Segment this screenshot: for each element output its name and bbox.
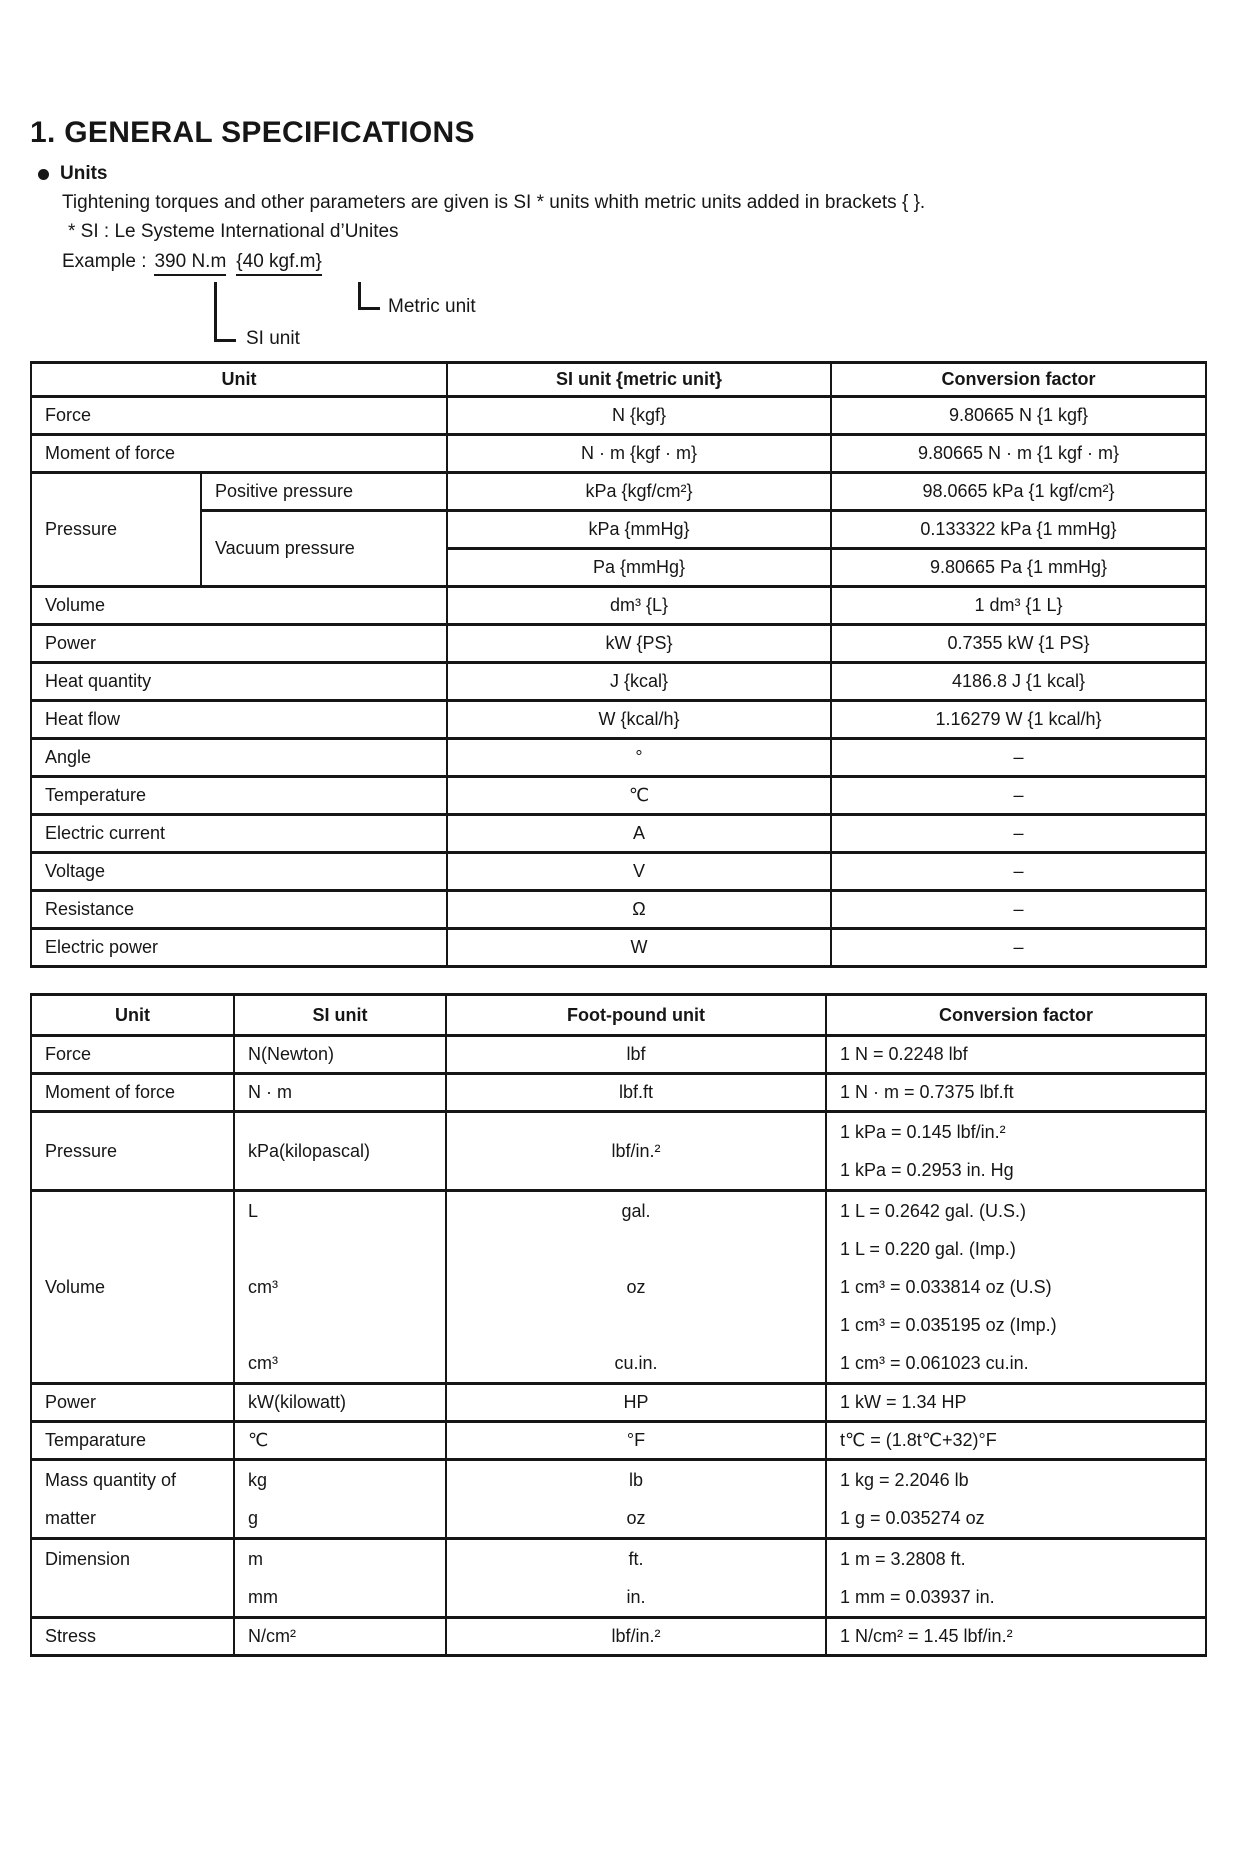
footpound-cell: lbf/in.² xyxy=(446,1112,826,1191)
table-header-row xyxy=(31,363,1206,397)
conversion-cell: 0.133322 kPa {1 mmHg} xyxy=(831,511,1206,549)
unit-cell: Moment of force xyxy=(31,1074,234,1112)
table-row-dimension xyxy=(31,1539,1206,1618)
si-cell: ° xyxy=(447,739,831,777)
si-cell: Ω xyxy=(447,891,831,929)
unit-cell: Stress xyxy=(31,1618,234,1656)
si-cell: dm³ {L} xyxy=(447,587,831,625)
unit-cell: Moment of force xyxy=(31,435,447,473)
footpound-cell xyxy=(446,1460,826,1539)
si-cell: kW {PS} xyxy=(447,625,831,663)
conversion-cell: t℃ = (1.8t℃+32)°F xyxy=(826,1422,1206,1460)
si-cell: ℃ xyxy=(234,1422,446,1460)
conversion-cell: 1.16279 W {1 kcal/h} xyxy=(831,701,1206,739)
header-unit: Unit xyxy=(31,995,234,1036)
conversion-line: 1 L = 0.2642 gal. (U.S.) xyxy=(840,1200,1026,1221)
table-row xyxy=(31,739,1206,777)
footpound-line: in. xyxy=(626,1586,646,1607)
header-si: SI unit xyxy=(234,995,446,1036)
conversion-cell: 9.80665 N {1 kgf} xyxy=(831,397,1206,435)
si-footnote: * SI : Le Systeme International d’Unites xyxy=(68,221,399,242)
footpound-line: oz xyxy=(626,1276,646,1297)
conversion-line: 1 kg = 2.2046 lb xyxy=(840,1469,969,1490)
si-line: kg xyxy=(248,1469,268,1490)
si-cell: V xyxy=(447,853,831,891)
unit-line: Dimension xyxy=(45,1548,131,1569)
si-line: cm³ xyxy=(248,1352,278,1373)
conversion-cell: 1 N = 0.2248 lbf xyxy=(826,1036,1206,1074)
unit-cell xyxy=(31,1539,234,1618)
unit-line: Mass quantity of xyxy=(45,1469,177,1490)
si-cell: N(Newton) xyxy=(234,1036,446,1074)
page-title: 1. GENERAL SPECIFICATIONS xyxy=(30,116,475,149)
table-row xyxy=(31,777,1206,815)
si-cell: Pa {mmHg} xyxy=(447,549,831,587)
si-cell: N · m {kgf · m} xyxy=(447,435,831,473)
conversion-cell: – xyxy=(831,815,1206,853)
example-metric-value: {40 kgf.m} xyxy=(236,251,322,276)
table-row-pressure-positive xyxy=(31,473,1206,511)
unit-line: matter xyxy=(45,1507,97,1528)
si-cell: W xyxy=(447,929,831,967)
unit-cell: Power xyxy=(31,625,447,663)
footpound-cell: lbf/in.² xyxy=(446,1618,826,1656)
unit-cell: Force xyxy=(31,397,447,435)
unit-cell: Electric current xyxy=(31,815,447,853)
conversion-cell: – xyxy=(831,891,1206,929)
table-row xyxy=(31,929,1206,967)
subunit-cell-vacuum: Vacuum pressure xyxy=(201,511,447,587)
conversion-line: 1 cm³ = 0.061023 cu.in. xyxy=(840,1352,1029,1373)
header-footpound: Foot-pound unit xyxy=(446,995,826,1036)
footpound-line: gal. xyxy=(621,1200,651,1221)
si-cell: kPa {mmHg} xyxy=(447,511,831,549)
example-label: Example : xyxy=(62,251,147,272)
unit-cell: Heat flow xyxy=(31,701,447,739)
conversion-line: 1 cm³ = 0.035195 oz (Imp.) xyxy=(840,1314,1057,1335)
si-unit-label: SI unit xyxy=(246,328,300,349)
conversion-cell xyxy=(826,1112,1206,1191)
si-metric-conversion-table xyxy=(30,361,1207,968)
table-row xyxy=(31,663,1206,701)
si-line: g xyxy=(248,1507,259,1528)
table-row xyxy=(31,853,1206,891)
metric-unit-label: Metric unit xyxy=(388,296,476,317)
unit-cell: Electric power xyxy=(31,929,447,967)
si-line: mm xyxy=(248,1586,278,1607)
table-row xyxy=(31,891,1206,929)
conversion-cell xyxy=(826,1539,1206,1618)
units-heading-row xyxy=(38,163,1240,185)
conversion-line: 1 mm = 0.03937 in. xyxy=(840,1586,995,1607)
conversion-cell: 9.80665 N · m {1 kgf · m} xyxy=(831,435,1206,473)
si-cell: kPa {kgf/cm²} xyxy=(447,473,831,511)
conversion-cell: – xyxy=(831,739,1206,777)
si-footpound-conversion-table xyxy=(30,993,1207,1657)
table-row xyxy=(31,625,1206,663)
unit-cell xyxy=(31,1460,234,1539)
footpound-cell: HP xyxy=(446,1384,826,1422)
unit-cell: Force xyxy=(31,1036,234,1074)
conversion-cell: 1 N/cm² = 1.45 lbf/in.² xyxy=(826,1618,1206,1656)
si-cell: kPa(kilopascal) xyxy=(234,1112,446,1191)
conversion-cell: 1 dm³ {1 L} xyxy=(831,587,1206,625)
si-line: cm³ xyxy=(248,1276,278,1297)
si-line: L xyxy=(248,1200,259,1221)
conversion-cell: 98.0665 kPa {1 kgf/cm²} xyxy=(831,473,1206,511)
unit-cell: Volume xyxy=(31,1191,234,1384)
header-conversion: Conversion factor xyxy=(831,363,1206,397)
header-unit: Unit xyxy=(31,363,447,397)
metric-unit-connector-line xyxy=(358,282,380,310)
footpound-cell: lbf.ft xyxy=(446,1074,826,1112)
units-heading: Units xyxy=(60,163,108,184)
si-cell: kW(kilowatt) xyxy=(234,1384,446,1422)
si-cell: W {kcal/h} xyxy=(447,701,831,739)
conversion-cell: 0.7355 kW {1 PS} xyxy=(831,625,1206,663)
header-conversion: Conversion factor xyxy=(826,995,1206,1036)
unit-cell: Temparature xyxy=(31,1422,234,1460)
conversion-cell: – xyxy=(831,853,1206,891)
si-line: m xyxy=(248,1548,263,1569)
conversion-cell: 1 N · m = 0.7375 lbf.ft xyxy=(826,1074,1206,1112)
table-row xyxy=(31,701,1206,739)
table-row-stress xyxy=(31,1618,1206,1656)
unit-cell: Heat quantity xyxy=(31,663,447,701)
conversion-cell: – xyxy=(831,777,1206,815)
conversion-cell xyxy=(826,1460,1206,1539)
si-cell: N {kgf} xyxy=(447,397,831,435)
example-si-value: 390 N.m xyxy=(154,251,226,276)
conversion-line: 1 kPa = 0.145 lbf/in.² xyxy=(840,1121,1006,1142)
footpound-line: oz xyxy=(626,1507,646,1528)
conversion-line: 1 kPa = 0.2953 in. Hg xyxy=(840,1159,1014,1180)
conversion-cell xyxy=(826,1191,1206,1384)
table-row-mass xyxy=(31,1460,1206,1539)
si-cell: N · m xyxy=(234,1074,446,1112)
conversion-cell: 4186.8 J {1 kcal} xyxy=(831,663,1206,701)
table-row-volume xyxy=(31,1191,1206,1384)
conversion-line: 1 L = 0.220 gal. (Imp.) xyxy=(840,1238,1016,1259)
conversion-line: 1 m = 3.2808 ft. xyxy=(840,1548,966,1569)
intro-text: Tightening torques and other parameters are given is SI * units whith metric units added in brackets { }. xyxy=(62,192,926,213)
si-cell: ℃ xyxy=(447,777,831,815)
table-row xyxy=(31,435,1206,473)
footpound-line: ft. xyxy=(628,1548,644,1569)
footpound-line: lb xyxy=(628,1469,643,1490)
unit-cell: Power xyxy=(31,1384,234,1422)
table-row xyxy=(31,587,1206,625)
si-cell: N/cm² xyxy=(234,1618,446,1656)
header-si-metric: SI unit {metric unit} xyxy=(447,363,831,397)
table-row xyxy=(31,397,1206,435)
unit-cell: Pressure xyxy=(31,1112,234,1191)
unit-cell: Volume xyxy=(31,587,447,625)
si-cell xyxy=(234,1460,446,1539)
conversion-cell: 9.80665 Pa {1 mmHg} xyxy=(831,549,1206,587)
footpound-cell: °F xyxy=(446,1422,826,1460)
table-row xyxy=(31,815,1206,853)
unit-cell-pressure: Pressure xyxy=(31,473,201,587)
table-row-power xyxy=(31,1384,1206,1422)
footpound-line: cu.in. xyxy=(614,1352,658,1373)
unit-cell: Voltage xyxy=(31,853,447,891)
footpound-cell xyxy=(446,1191,826,1384)
unit-cell: Temperature xyxy=(31,777,447,815)
si-unit-connector-line xyxy=(214,282,236,342)
subunit-cell: Positive pressure xyxy=(201,473,447,511)
unit-cell: Resistance xyxy=(31,891,447,929)
footpound-cell xyxy=(446,1539,826,1618)
bullet-icon xyxy=(38,169,49,180)
example-diagram xyxy=(62,251,1240,351)
unit-cell: Angle xyxy=(31,739,447,777)
si-cell xyxy=(234,1539,446,1618)
table-row-moment xyxy=(31,1074,1206,1112)
conversion-line: 1 cm³ = 0.033814 oz (U.S) xyxy=(840,1276,1052,1297)
table-row-pressure-vacuum-1 xyxy=(31,511,1206,549)
table-row-pressure xyxy=(31,1112,1206,1191)
table-header-row xyxy=(31,995,1206,1036)
si-cell: J {kcal} xyxy=(447,663,831,701)
table-row-temperature xyxy=(31,1422,1206,1460)
si-cell: A xyxy=(447,815,831,853)
si-cell xyxy=(234,1191,446,1384)
table-row-force xyxy=(31,1036,1206,1074)
conversion-line: 1 g = 0.035274 oz xyxy=(840,1507,985,1528)
conversion-cell: – xyxy=(831,929,1206,967)
footpound-cell: lbf xyxy=(446,1036,826,1074)
conversion-cell: 1 kW = 1.34 HP xyxy=(826,1384,1206,1422)
